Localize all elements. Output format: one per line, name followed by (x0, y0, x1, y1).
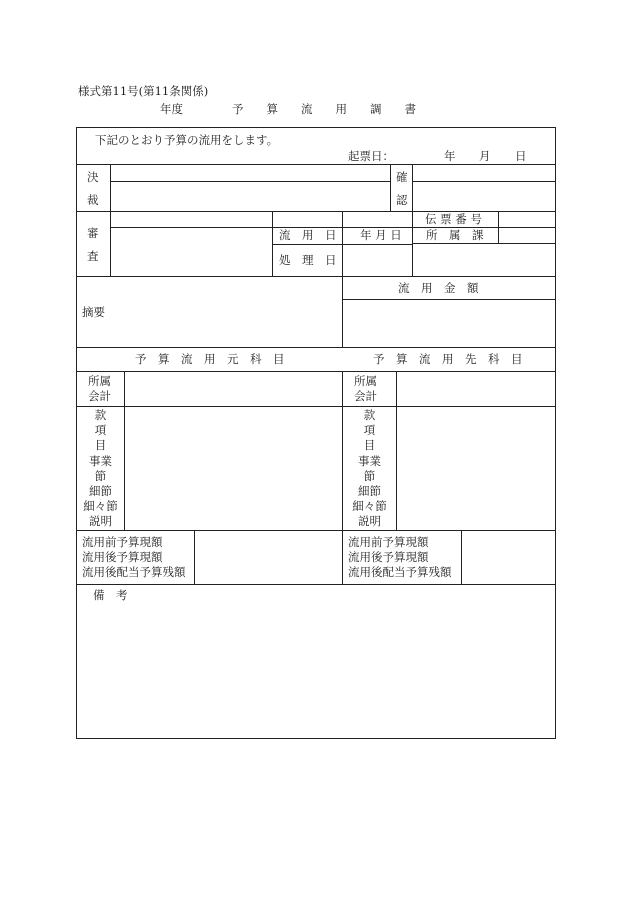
dest-item-saisaisetsu: 細々節 (352, 499, 387, 513)
page-title: 予 算 流 用 調 書 (232, 102, 422, 116)
draft-month: 月 (479, 149, 491, 163)
source-item-moku: 目 (94, 438, 107, 452)
draft-day: 日 (515, 149, 527, 163)
dest-item-kan: 款 (363, 408, 376, 422)
dest-item-setsu: 節 (363, 469, 376, 483)
source-item-setsu: 節 (94, 469, 107, 483)
dest-item-moku: 目 (363, 438, 376, 452)
intro-statement: 下記のとおり予算の流用をします。 (95, 133, 279, 147)
dest-total-remaining: 流用後配当予算残額 (348, 565, 452, 579)
shinsa-char-1: 審 (87, 226, 99, 240)
shinsa-char-2: 査 (87, 249, 99, 263)
source-total-after: 流用後予算現額 (82, 550, 163, 564)
kakunin-char-2: 認 (396, 193, 408, 207)
source-item-setsumei: 説明 (89, 514, 112, 528)
draft-date-label: 起票日： (348, 149, 394, 163)
kessai-char-1: 決 (87, 170, 99, 184)
destination-header: 予 算 流 用 先 科 目 (373, 352, 523, 366)
remarks-label: 備 考 (93, 588, 128, 602)
kakunin-char-1: 確 (396, 170, 408, 184)
ymd-label: 年 月 日 (360, 228, 402, 242)
dest-account-label-1: 所属 (354, 374, 377, 388)
form-number: 様式第11号(第11条関係) (78, 84, 209, 98)
voucher-number-label: 伝 票 番 号 (425, 212, 482, 226)
dest-item-setsumei: 説明 (358, 514, 381, 528)
source-account-label-1: 所属 (88, 374, 111, 388)
source-header: 予 算 流 用 元 科 目 (135, 352, 285, 366)
source-item-kou: 項 (94, 423, 107, 437)
dest-item-jigyou: 事業 (358, 454, 381, 468)
source-total-before: 流用前予算現額 (82, 535, 163, 549)
processing-date-label: 処 理 日 (279, 253, 337, 267)
transfer-amount-label: 流 用 金 額 (398, 281, 479, 295)
source-item-kan: 款 (94, 408, 107, 422)
source-item-jigyou: 事業 (89, 454, 112, 468)
source-account-label-2: 会計 (88, 389, 111, 403)
dest-item-saisetsu: 細節 (358, 484, 381, 498)
kessai-char-2: 裁 (87, 193, 99, 207)
ryuyo-date-label: 流 用 日 (279, 228, 337, 242)
source-item-saisaisetsu: 細々節 (83, 499, 118, 513)
dest-total-after: 流用後予算現額 (348, 550, 429, 564)
source-item-saisetsu: 細節 (89, 484, 112, 498)
dest-item-kou: 項 (363, 423, 376, 437)
draft-year: 年 (444, 149, 456, 163)
dest-account-label-2: 会計 (354, 389, 377, 403)
dept-label: 所 属 課 (426, 228, 484, 242)
source-total-remaining: 流用後配当予算残額 (82, 565, 186, 579)
dest-total-before: 流用前予算現額 (348, 535, 429, 549)
summary-label: 摘要 (82, 305, 105, 319)
year-label: 年度 (160, 102, 183, 116)
